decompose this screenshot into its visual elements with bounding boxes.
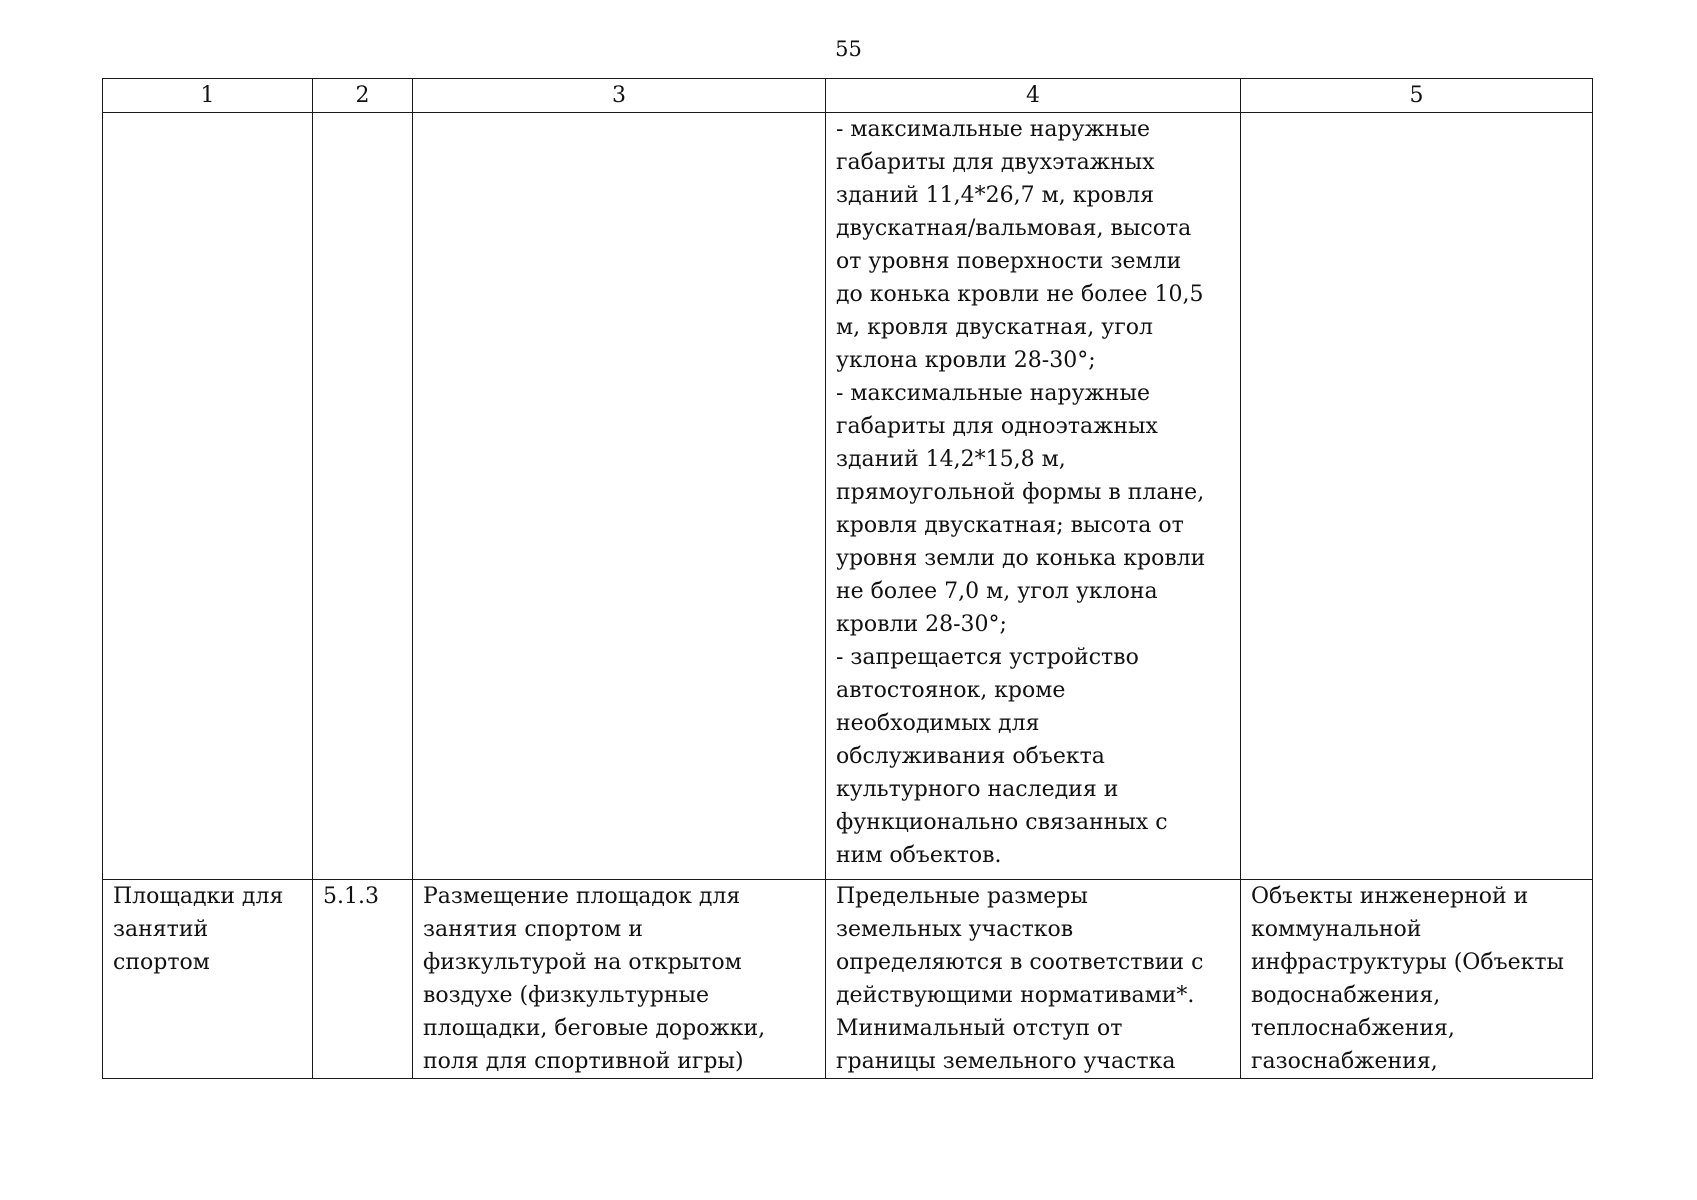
table-cell [103, 113, 313, 880]
table-cell [413, 113, 826, 880]
cell-text-line: Предельные размеры [836, 884, 1088, 909]
table-cell [826, 880, 1241, 1079]
cell-text-line: зданий 14,2*15,8 м, [836, 447, 1066, 472]
cell-text-line: - максимальные наружные [836, 381, 1150, 406]
header-col-5: 5 [1241, 79, 1593, 113]
cell-text-line: уровня земли до конька кровли [836, 546, 1206, 571]
cell-text-line: двускатная/вальмовая, высота [836, 216, 1192, 241]
table-cell [313, 880, 413, 1079]
cell-text-line: занятий [113, 917, 209, 942]
cell-text-line: до конька кровли не более 10,5 [836, 282, 1204, 307]
cell-text-line: Объекты инженерной и [1251, 884, 1529, 909]
header-col-4: 4 [826, 79, 1241, 113]
table-cell [826, 113, 1241, 880]
cell-text-line: спортом [113, 950, 210, 975]
cell-text-line: функционально связанных с [836, 810, 1168, 835]
page-number: 55 [835, 37, 862, 61]
cell-text-line: кровли 28-30°; [836, 612, 1007, 637]
cell-text-line: габариты для одноэтажных [836, 414, 1158, 439]
cell-text-line: ним объектов. [836, 843, 1002, 868]
table-cell [413, 880, 826, 1079]
cell-text-line: прямоугольной формы в плане, [836, 480, 1205, 505]
table-row [103, 113, 1593, 880]
header-row [103, 79, 1593, 113]
cell-text-line: - максимальные наружные [836, 117, 1150, 142]
table-cell [313, 113, 413, 880]
cell-text-line: кровля двускатная; высота от [836, 513, 1184, 538]
cell-text-line: Площадки для [113, 884, 284, 909]
cell-text-line: необходимых для [836, 711, 1040, 736]
zoning-table [102, 78, 1593, 1079]
cell-text-line: газоснабжения, [1251, 1049, 1438, 1074]
cell-text-line: от уровня поверхности земли [836, 249, 1182, 274]
cell-text-line: м, кровля двускатная, угол [836, 315, 1153, 340]
table-cell [1241, 880, 1593, 1079]
cell-text-line: обслуживания объекта [836, 744, 1105, 769]
cell-text-line: занятия спортом и [423, 917, 643, 942]
cell-text-line: физкультурой на открытом [423, 950, 742, 975]
header-col-2: 2 [313, 79, 413, 113]
cell-text-line: теплоснабжения, [1251, 1016, 1455, 1041]
header-col-1: 1 [103, 79, 313, 113]
cell-text-line: земельных участков [836, 917, 1074, 942]
cell-text-line: коммунальной [1251, 917, 1422, 942]
cell-text-line: водоснабжения, [1251, 983, 1441, 1008]
cell-text-line: культурного наследия и [836, 777, 1119, 802]
cell-text-line: Размещение площадок для [423, 884, 741, 909]
cell-text-line: поля для спортивной игры) [423, 1049, 744, 1074]
cell-text-line: инфраструктуры (Объекты [1251, 950, 1565, 975]
cell-text-line: уклона кровли 28-30°; [836, 348, 1096, 373]
cell-text-line: площадки, беговые дорожки, [423, 1016, 766, 1041]
cell-text-line: определяются в соответствии с [836, 950, 1204, 975]
table-cell [1241, 113, 1593, 880]
table-row [103, 880, 1593, 1079]
cell-text-line: 5.1.3 [323, 884, 379, 909]
cell-text-line: - запрещается устройство [836, 645, 1139, 670]
header-col-3: 3 [413, 79, 826, 113]
cell-text-line: воздухе (физкультурные [423, 983, 710, 1008]
cell-text-line: границы земельного участка [836, 1049, 1176, 1074]
cell-text-line: действующими нормативами*. [836, 983, 1195, 1008]
cell-text-line: зданий 11,4*26,7 м, кровля [836, 183, 1155, 208]
cell-text-line: автостоянок, кроме [836, 678, 1066, 703]
cell-text-line: Минимальный отступ от [836, 1016, 1123, 1041]
cell-text-line: не более 7,0 м, угол уклона [836, 579, 1158, 604]
table-cell [103, 880, 313, 1079]
cell-text-line: габариты для двухэтажных [836, 150, 1155, 175]
